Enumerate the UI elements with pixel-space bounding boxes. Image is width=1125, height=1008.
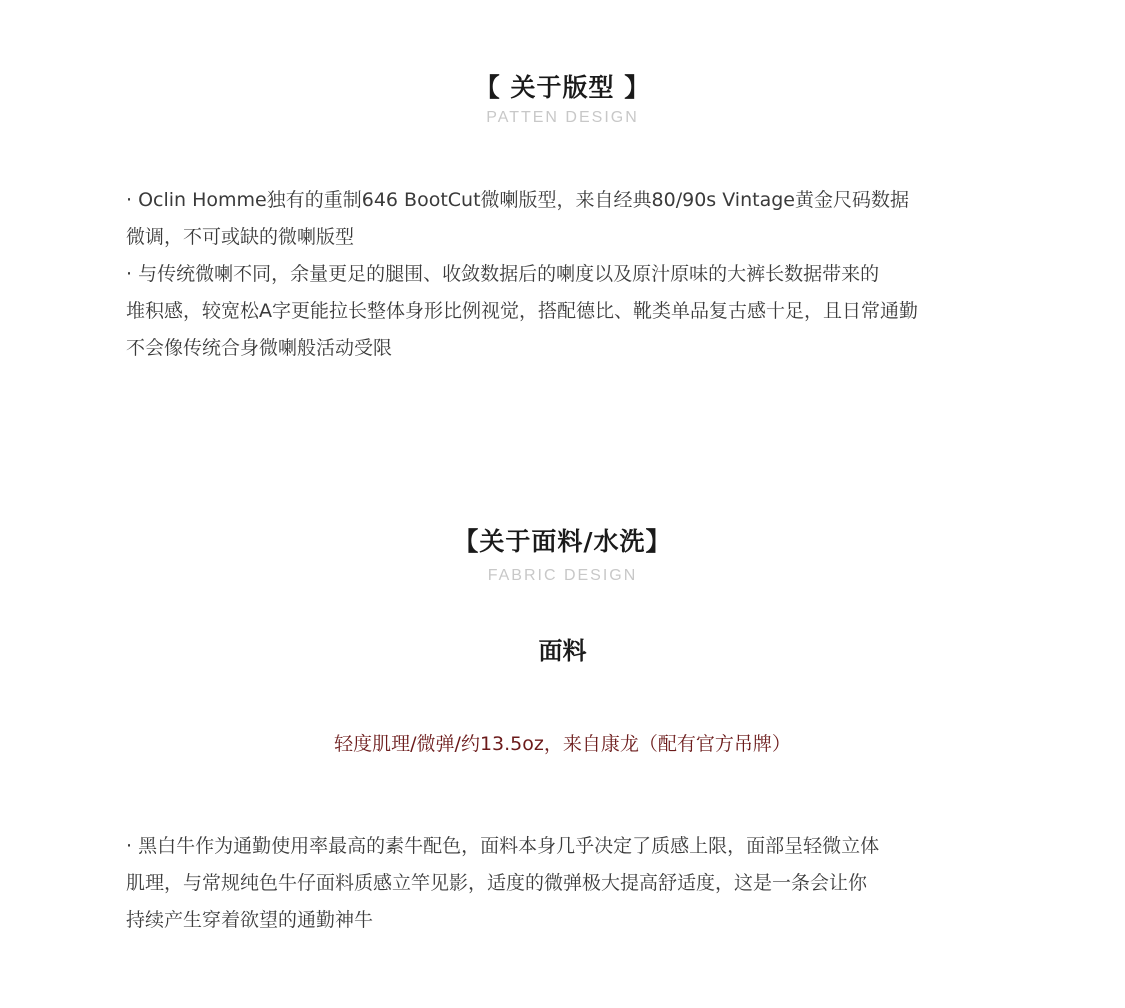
fabric-section-title: 【关于面料/水洗】 <box>453 527 672 556</box>
fabric-section-subtitle: FABRIC DESIGN <box>487 567 638 584</box>
pattern-description-line: 微调，不可或缺的微喇版型 <box>126 226 355 248</box>
fabric-subheading: 面料 <box>538 637 587 665</box>
pattern-description <box>126 182 918 367</box>
pattern-description-line: · Oclin Homme独有的重制646 BootCut微喇版型，来自经典80/90s Vintage黄金尺码数据 <box>126 189 909 211</box>
fabric-description-line: · 黑白牛作为通勤使用率最高的素牛配色，面料本身几乎决定了质感上限，面部呈轻微立体 <box>126 835 880 857</box>
pattern-description-line: 堆积感，较宽松A字更能拉长整体身形比例视觉，搭配德比、靴类单品复古感十足，且日常通勤 <box>126 300 919 322</box>
fabric-spec-highlight: 轻度肌理/微弹/约13.5oz，来自康龙（配有官方吊牌） <box>334 733 791 755</box>
fabric-description-line: 肌理，与常规纯色牛仔面料质感立竿见影，适度的微弹极大提高舒适度，这是一条会让你 <box>126 872 868 894</box>
fabric-description-line: 持续产生穿着欲望的通勤神牛 <box>126 909 374 931</box>
fabric-description <box>126 828 879 939</box>
pattern-description-line: 不会像传统合身微喇般活动受限 <box>126 337 393 359</box>
pattern-description-line: · 与传统微喇不同，余量更足的腿围、收敛数据后的喇度以及原汁原味的大裤长数据带来的 <box>126 263 880 285</box>
pattern-section-title: 【 关于版型 】 <box>474 73 651 102</box>
pattern-section-subtitle: PATTEN DESIGN <box>486 109 639 126</box>
